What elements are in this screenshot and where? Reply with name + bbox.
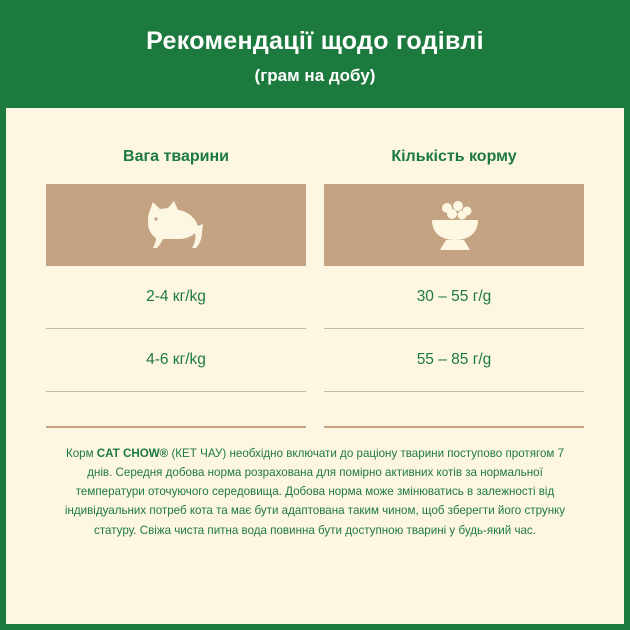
amount-value-1: 30 – 55 г/g [324, 266, 584, 329]
table-columns [46, 134, 584, 428]
brand-name: CAT CHOW® [96, 447, 169, 460]
feeding-table [6, 108, 624, 428]
amount-column-spacer [324, 392, 584, 428]
note-part-2: (КЕТ ЧАУ) необхідно включати до раціону тварини поступово протягом 7 днів. Середня добова норма розрахована для помірно активних котів за нормальної температури оточуючого середовища. Добова норма може змінюватись в залежності від індивідуальних потреб кота та має бути адаптована таким чином, щоб зберегти його струнку статуру. Свіжа чиста питна вода повинна бути доступною тварині у будь-який час. [64, 447, 566, 537]
cat-icon [139, 199, 213, 251]
column-weight [46, 134, 306, 428]
bowl-icon-cell [324, 184, 584, 266]
feeding-note [6, 428, 624, 540]
weight-value-2: 4-6 кг/kg [46, 329, 306, 392]
column-amount [324, 134, 584, 428]
column-header-amount: Кількість корму [391, 148, 517, 165]
column-header-weight: Вага тварини [123, 148, 229, 165]
weight-value-1: 2-4 кг/kg [46, 266, 306, 329]
note-part-1: Корм [65, 447, 97, 460]
cat-icon-cell [46, 184, 306, 266]
page-title: Рекомендації щодо годівлі [146, 27, 484, 55]
page-subtitle: (грам на добу) [254, 66, 376, 85]
weight-column-spacer [46, 392, 306, 428]
food-bowl-icon [422, 198, 486, 252]
page-header [6, 6, 624, 108]
amount-value-2: 55 – 85 г/g [324, 329, 584, 392]
